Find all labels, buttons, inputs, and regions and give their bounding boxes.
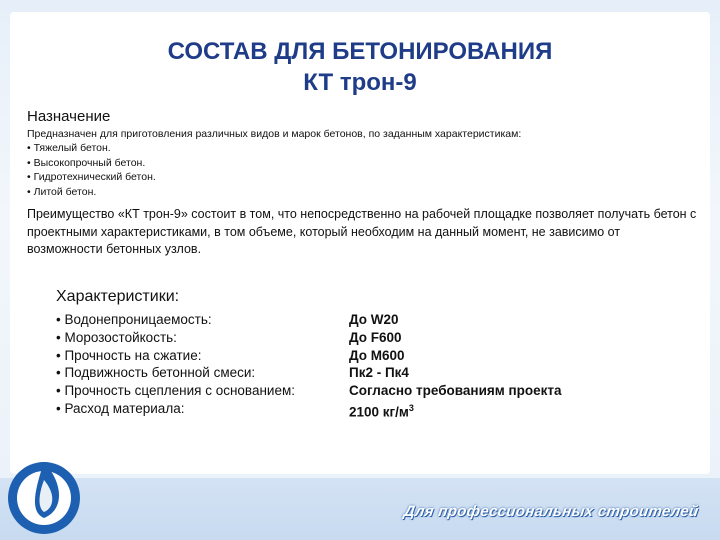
purpose-list <box>27 141 156 199</box>
footer-slogan: Для профессиональных строителей <box>402 503 700 520</box>
characteristic-label: • Расход материала: <box>56 400 185 416</box>
title-line-1: СОСТАВ ДЛЯ БЕТОНИРОВАНИЯ <box>167 38 553 65</box>
characteristics-heading: Характеристики: <box>56 288 180 305</box>
slide-title <box>0 36 720 98</box>
drop-logo-icon <box>4 440 100 540</box>
title-line-2: КТ трон-9 <box>303 69 417 96</box>
list-item: • Высокопрочный бетон. <box>27 156 146 169</box>
consumption-value: 2100 кг/м <box>349 404 409 420</box>
characteristic-row <box>56 347 562 365</box>
characteristic-row <box>56 382 562 400</box>
purpose-description: Предназначен для приготовления различных видов и марок бетонов, по заданным характеристикам: <box>27 128 522 140</box>
advantage-paragraph: Преимущество «КТ трон-9» состоит в том, что непосредственно на рабочей площадке позволяет получать бетон с проектными характеристиками, в том объеме, который необходим на данный момент, не зависимо от возможности бетонных узлов. <box>27 207 697 256</box>
characteristic-label: • Морозостойкость: <box>56 329 177 345</box>
unit-superscript: 3 <box>408 402 414 413</box>
characteristic-value: До W20 <box>349 312 399 327</box>
characteristic-row <box>56 311 562 329</box>
characteristic-row <box>56 364 562 382</box>
characteristic-label: • Прочность на сжатие: <box>56 347 202 363</box>
characteristic-value: Пк2 - Пк4 <box>349 365 409 381</box>
characteristic-value <box>349 400 414 421</box>
characteristic-label: • Прочность сцепления с основанием: <box>56 383 295 399</box>
characteristic-value: До М600 <box>349 347 405 363</box>
list-item: • Тяжелый бетон. <box>27 142 111 154</box>
characteristic-row <box>56 329 562 347</box>
list-item: • Гидротехнический бетон. <box>27 171 156 183</box>
purpose-heading: Назначение <box>27 108 111 125</box>
characteristic-label: • Подвижность бетонной смеси: <box>56 365 256 381</box>
characteristic-value: Согласно требованиям проекта <box>349 383 562 399</box>
characteristic-label: • Водонепроницаемость: <box>56 312 212 327</box>
characteristic-value: До F600 <box>349 329 402 345</box>
characteristics-table <box>56 311 562 421</box>
list-item: • Литой бетон. <box>27 185 97 198</box>
characteristic-row <box>56 400 562 421</box>
